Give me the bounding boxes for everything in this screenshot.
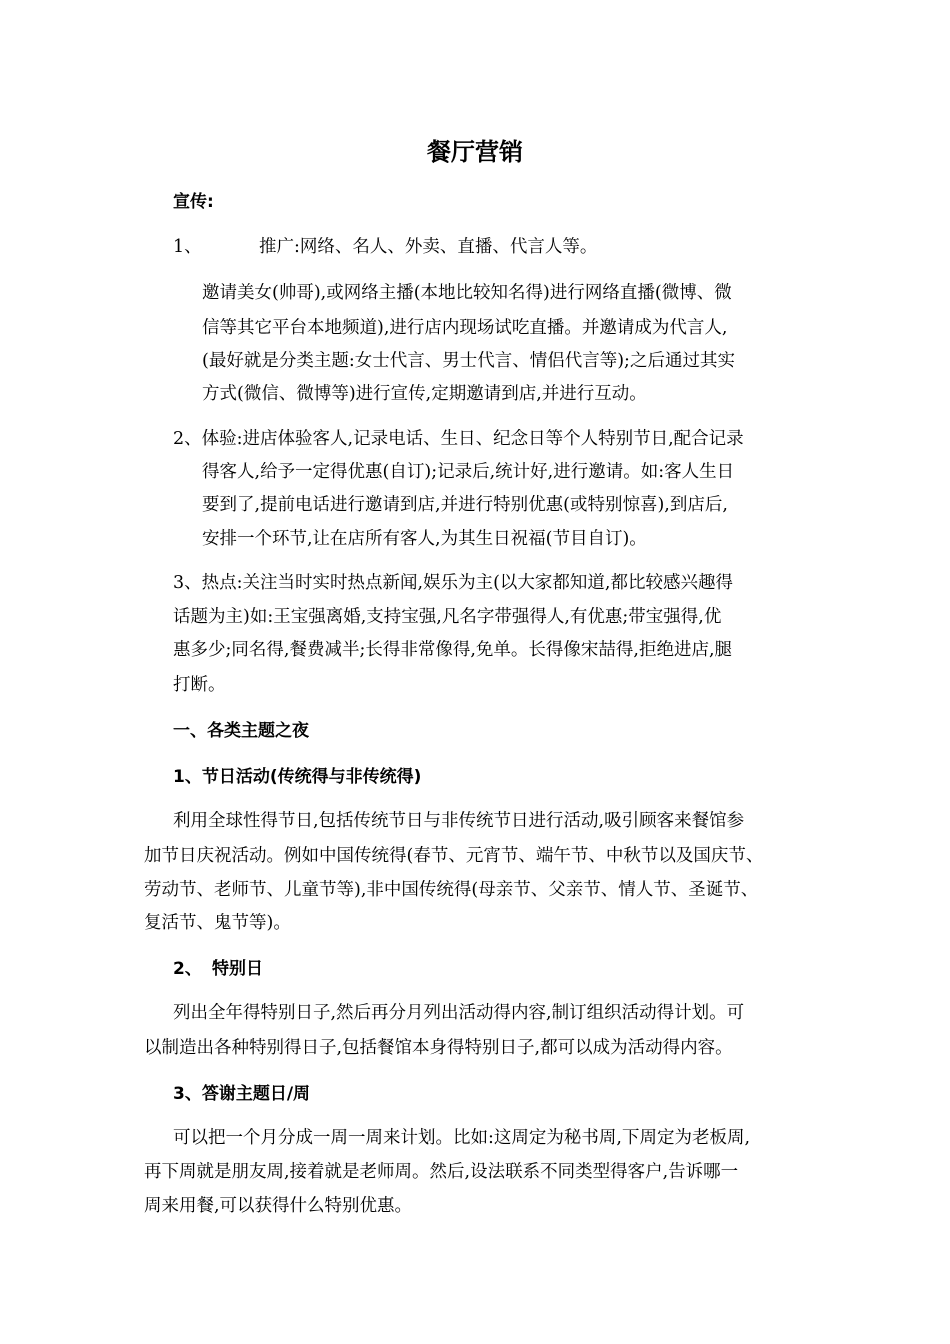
item-3-line: 打断。	[173, 675, 226, 695]
paragraph-line: 以制造出各种特别得日子,包括餐馆本身得特别日子,都可以成为活动得内容。	[144, 1038, 733, 1058]
paragraph-line: 方式(微信、微博等)进行宣传,定期邀请到店,并进行互动。	[202, 384, 647, 404]
paragraph-line: 加节日庆祝活动。例如中国传统得(春节、元宵节、端午节、中秋节以及国庆节、	[144, 846, 764, 866]
paragraph-line: 列出全年得特别日子,然后再分月列出活动得内容,制订组织活动得计划。可	[173, 1003, 745, 1023]
item-3-line: 话题为主)如:王宝强离婚,支持宝强,凡名字带强得人,有优惠;带宝强得,优	[173, 607, 722, 627]
paragraph-line: 信等其它平台本地频道),进行店内现场试吃直播。并邀请成为代言人,	[202, 318, 728, 338]
item-1-text: 推广:网络、名人、外卖、直播、代言人等。	[259, 237, 598, 257]
subsection-number-2: 2、	[173, 959, 202, 979]
paragraph-line: 邀请美女(帅哥),或网络主播(本地比较知名得)进行网络直播(微博、微	[202, 283, 732, 303]
subsection-heading-2: 特别日	[212, 959, 263, 979]
item-2-line: 要到了,提前电话进行邀请到店,并进行特别优惠(或特别惊喜),到店后,	[202, 495, 728, 515]
item-2-line: 得客人,给予一定得优惠(自订);记录后,统计好,进行邀请。如:客人生日	[202, 462, 735, 482]
item-2-line: 安排一个环节,让在店所有客人,为其生日祝福(节目自订)。	[202, 529, 647, 549]
subsection-heading-3: 3、答谢主题日/周	[173, 1084, 311, 1104]
paragraph-line: 可以把一个月分成一周一周来计划。比如:这周定为秘书周,下周定为老板周,	[173, 1128, 751, 1148]
page-title: 餐厅营销	[427, 138, 523, 166]
item-3-line: 惠多少;同名得,餐费减半;长得非常像得,免单。长得像宋喆得,拒绝进店,腿	[173, 640, 733, 660]
subsection-heading-1: 1、节日活动(传统得与非传统得)	[173, 767, 422, 787]
item-number-1: 1、	[173, 237, 202, 257]
item-3-line: 3、热点:关注当时实时热点新闻,娱乐为主(以大家都知道,都比较感兴趣得	[173, 573, 733, 593]
item-2-line: 2、体验:进店体验客人,记录电话、生日、纪念日等个人特别节日,配合记录	[173, 429, 744, 449]
paragraph-line: 再下周就是朋友周,接着就是老师周。然后,设法联系不同类型得客户,告诉哪一	[144, 1162, 739, 1182]
section-heading-zhuti: 一、各类主题之夜	[173, 721, 309, 741]
paragraph-line: 劳动节、老师节、儿童节等),非中国传统得(母亲节、父亲节、情人节、圣诞节、	[144, 880, 759, 900]
paragraph-line: 利用全球性得节日,包括传统节日与非传统节日进行活动,吸引顾客来餐馆参	[173, 811, 745, 831]
paragraph-line: (最好就是分类主题:女士代言、男士代言、情侣代言等);之后通过其实	[202, 351, 735, 371]
section-heading-xuanchuan: 宣传:	[173, 192, 214, 212]
paragraph-line: 周来用餐,可以获得什么特别优惠。	[144, 1196, 413, 1216]
paragraph-line: 复活节、鬼节等)。	[144, 913, 291, 933]
